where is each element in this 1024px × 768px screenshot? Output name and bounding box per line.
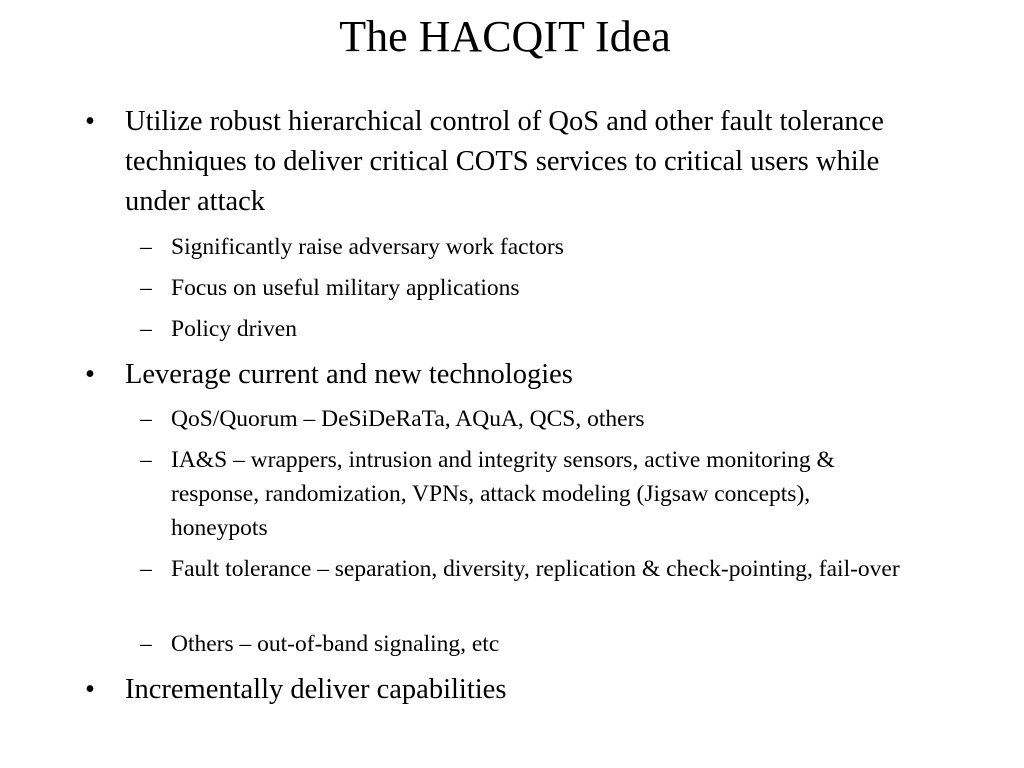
sub-bullet-marker: –: [140, 447, 152, 473]
bullet-text: Incrementally deliver capabilities: [125, 674, 507, 705]
sub-bullet-marker: –: [140, 556, 152, 582]
sub-bullet-item: [140, 312, 910, 346]
bullet-marker: •: [85, 359, 95, 390]
sub-bullet-marker: –: [140, 631, 152, 657]
sub-bullet-text: Others – out-of-band signaling, etc: [171, 631, 500, 657]
sub-bullet-item: [140, 627, 910, 661]
bullet-text: Leverage current and new technologies: [125, 359, 573, 390]
sub-bullet-item: [140, 402, 910, 436]
bullet-item: [85, 670, 915, 710]
sub-bullet-text: QoS/Quorum – DeSiDeRaTa, AQuA, QCS, others: [171, 406, 645, 432]
slide-title: The HACQIT Idea: [339, 12, 671, 61]
sub-bullet-item: [140, 443, 910, 545]
bullet-marker: •: [85, 106, 95, 137]
bullet-item: [85, 355, 915, 395]
sub-bullet-text: IA&S – wrappers, intrusion and integrity sensors, active monitoring & response, randomization, VPNs, attack modeling (Jigsaw concepts), honeypots: [171, 447, 835, 541]
sub-bullet-text: Policy driven: [171, 316, 297, 342]
bullet-text: Utilize robust hierarchical control of QoS and other fault tolerance techniques to deliver critical COTS services to critical users while under attack: [125, 106, 884, 217]
sub-bullet-marker: –: [140, 234, 152, 260]
sub-bullet-marker: –: [140, 275, 152, 301]
bullet-item: [85, 102, 915, 222]
sub-bullet-marker: –: [140, 316, 152, 342]
sub-bullet-marker: –: [140, 406, 152, 432]
bullet-marker: •: [85, 674, 95, 705]
sub-bullet-text: Fault tolerance – separation, diversity, replication & check-pointing, fail-over: [171, 556, 900, 582]
sub-bullet-item: [140, 271, 910, 305]
sub-bullet-text: Focus on useful military applications: [171, 275, 520, 301]
sub-bullet-item: [140, 230, 910, 264]
sub-bullet-text: Significantly raise adversary work factors: [171, 234, 564, 260]
sub-bullet-item: [140, 552, 910, 586]
